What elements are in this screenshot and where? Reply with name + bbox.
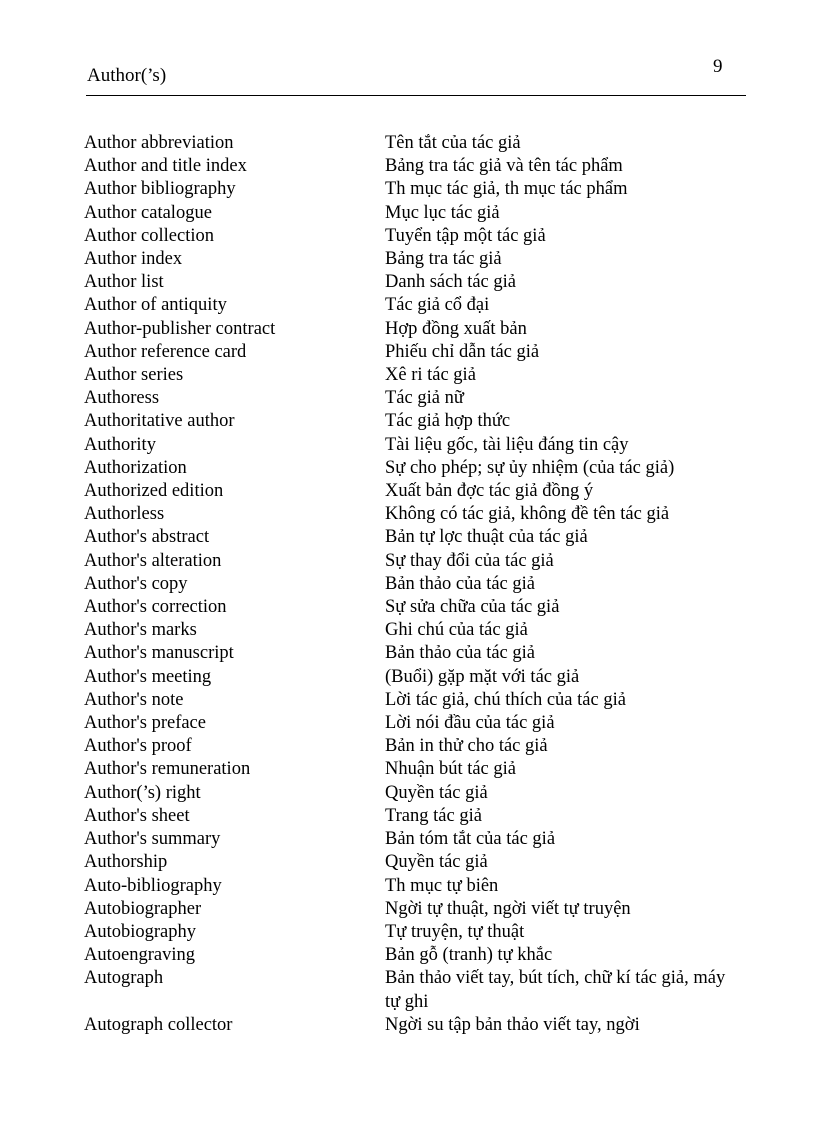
glossary-entry (0, 735, 816, 758)
entry-definition: Phiếu chỉ dẫn tác giả (385, 341, 540, 362)
entry-definition: Bảng tra tác giả và tên tác phẩm (385, 156, 623, 177)
page-number: 9 (713, 56, 723, 77)
glossary-entries (0, 132, 816, 1037)
entry-definition: Bản in thử cho tác giả (385, 736, 548, 757)
glossary-entry (0, 944, 816, 967)
entry-term: Author index (84, 249, 183, 270)
entry-term: Author's marks (84, 620, 197, 641)
glossary-entry (0, 434, 816, 457)
glossary-entry (0, 898, 816, 921)
entry-definition: Sự cho phép; sự ủy nhiệm (của tác giả) (385, 457, 675, 478)
entry-term: Author's proof (84, 736, 192, 757)
glossary-entry (0, 178, 816, 201)
glossary-entry (0, 480, 816, 503)
entry-term: Author and title index (84, 156, 247, 177)
glossary-entry (0, 410, 816, 433)
glossary-entry (0, 155, 816, 178)
entry-term: Authorship (84, 852, 168, 873)
entry-term: Author's remuneration (84, 759, 251, 780)
glossary-entry (0, 550, 816, 573)
entry-definition: Trang tác giả (385, 805, 482, 826)
entry-term: Author's summary (84, 829, 221, 850)
entry-term: Autobiography (84, 921, 197, 942)
entry-term: Author catalogue (84, 202, 212, 223)
entry-definition: Quyền tác giả (385, 782, 488, 803)
glossary-entry (0, 828, 816, 851)
entry-term: Autograph collector (84, 1014, 233, 1035)
entry-term: Authority (84, 434, 156, 455)
glossary-entry (0, 921, 816, 944)
entry-definition: Tuyển tập một tác giả (385, 225, 546, 246)
entry-definition: (Buổi) gặp mặt với tác giả (385, 666, 580, 687)
entry-definition: Tên tắt của tác giả (385, 133, 521, 153)
entry-term: Authorless (84, 504, 165, 525)
glossary-entry (0, 805, 816, 828)
entry-definition: Ngời tự thuật, ngời viết tự truyện (385, 898, 631, 919)
entry-definition: Nhuận bút tác giả (385, 759, 516, 780)
glossary-entry (0, 573, 816, 596)
entry-term: Authorized edition (84, 481, 224, 502)
entry-term: Author's copy (84, 573, 188, 594)
entry-definition: Tác giả nữ (385, 388, 464, 409)
entry-term: Author collection (84, 225, 214, 246)
glossary-entry (0, 294, 816, 317)
entry-term: Author's manuscript (84, 643, 234, 664)
entry-definition: Hợp đồng xuất bản (385, 318, 527, 339)
glossary-entry (0, 202, 816, 225)
entry-term: Author series (84, 365, 184, 386)
glossary-entry (0, 318, 816, 341)
entry-term: Author's alteration (84, 550, 222, 571)
entry-term: Author bibliography (84, 179, 236, 200)
glossary-entry (0, 689, 816, 712)
entry-term: Author's correction (84, 597, 227, 618)
glossary-entry (0, 642, 816, 665)
glossary-entry (0, 967, 816, 1013)
entry-term: Author abbreviation (84, 133, 234, 153)
entry-definition: Mục lục tác giả (385, 202, 500, 223)
glossary-entry (0, 387, 816, 410)
glossary-entry (0, 503, 816, 526)
entry-term: Autobiographer (84, 898, 202, 919)
entry-definition: Lời tác giả, chú thích của tác giả (385, 689, 626, 710)
entry-term: Author(’s) right (84, 782, 201, 803)
entry-term: Auto-bibliography (84, 875, 222, 896)
entry-definition: Danh sách tác giả (385, 272, 516, 293)
entry-term: Authoress (84, 388, 160, 409)
entry-term: Author list (84, 272, 164, 293)
glossary-entry (0, 782, 816, 805)
entry-definition: Bản thảo của tác giả (385, 573, 535, 594)
entry-term: Author's preface (84, 713, 206, 734)
entry-definition: Bản tóm tắt của tác giả (385, 829, 556, 850)
glossary-entry (0, 526, 816, 549)
entry-definition: Ghi chú của tác giả (385, 620, 528, 641)
glossary-entry (0, 364, 816, 387)
entry-definition: Ngời su tập bản thảo viết tay, ngời (385, 1014, 640, 1035)
entry-definition: Tài liệu gốc, tài liệu đáng tin cậy (385, 434, 629, 455)
entry-definition: Bản tự lợc thuật của tác giả (385, 527, 588, 548)
running-head: Author(’s) (87, 65, 167, 86)
entry-definition: Xê ri tác giả (385, 365, 476, 386)
glossary-entry (0, 457, 816, 480)
entry-term: Author's sheet (84, 805, 190, 826)
entry-term: Authorization (84, 457, 187, 478)
entry-definition: Lời nói đầu của tác giả (385, 713, 555, 734)
entry-term: Author-publisher contract (84, 318, 276, 339)
header-rule (86, 95, 746, 96)
entry-definition: Không có tác giả, không đề tên tác giả (385, 504, 670, 525)
entry-term: Author of antiquity (84, 295, 227, 316)
glossary-entry (0, 875, 816, 898)
entry-definition: Th mục tự biên (385, 875, 499, 896)
entry-definition: Xuất bản đợc tác giả đồng ý (385, 481, 594, 502)
entry-term: Author reference card (84, 341, 247, 362)
glossary-entry (0, 712, 816, 735)
entry-definition: Tác giả cổ đại (385, 295, 490, 316)
entry-definition: Sự sửa chữa của tác giả (385, 597, 560, 618)
entry-definition: Tự truyện, tự thuật (385, 921, 525, 942)
glossary-entry (0, 758, 816, 781)
entry-definition: Bản thảo của tác giả (385, 643, 535, 664)
glossary-entry (0, 596, 816, 619)
entry-definition: Sự thay đổi của tác giả (385, 550, 554, 571)
glossary-entry (0, 619, 816, 642)
glossary-entry (0, 132, 816, 155)
glossary-entry (0, 225, 816, 248)
entry-definition: Quyền tác giả (385, 852, 488, 873)
glossary-entry (0, 248, 816, 271)
glossary-entry (0, 666, 816, 689)
glossary-entry (0, 341, 816, 364)
entry-term: Author's abstract (84, 527, 210, 548)
entry-definition: Bản gỗ (tranh) tự khắc (385, 945, 553, 966)
entry-definition: Bản thảo viết tay, bút tích, chữ kí tác giả, máy tự ghi (385, 968, 726, 1012)
glossary-entry (0, 271, 816, 294)
glossary-entry (0, 1014, 816, 1037)
entry-term: Author's note (84, 689, 184, 710)
entry-definition: Tác giả hợp thức (385, 411, 511, 432)
entry-definition: Bảng tra tác giả (385, 249, 502, 270)
entry-term: Autoengraving (84, 945, 195, 966)
entry-definition: Th mục tác giả, th mục tác phẩm (385, 179, 628, 200)
entry-term: Authoritative author (84, 411, 235, 432)
entry-term: Autograph (84, 968, 164, 989)
glossary-entry (0, 851, 816, 874)
entry-term: Author's meeting (84, 666, 212, 687)
